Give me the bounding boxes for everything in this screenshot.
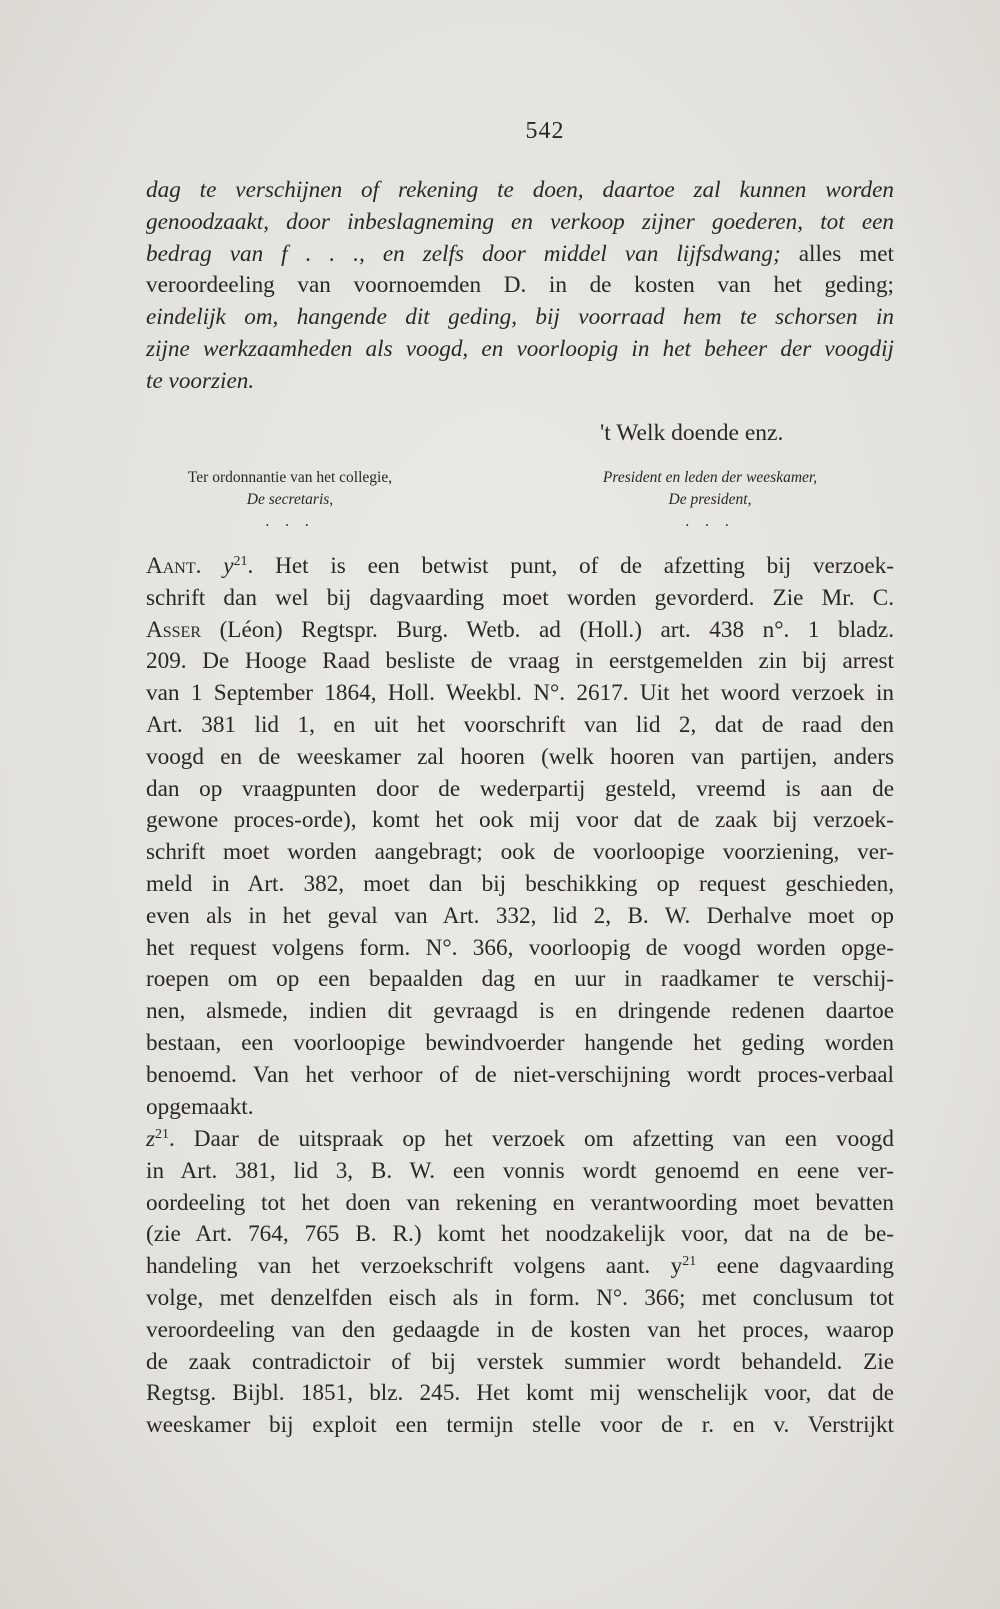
text-run: . Het is een betwist punt, of de afzetting bij verzoek-: [247, 553, 895, 579]
author-name: Asser: [146, 616, 201, 643]
text-line: te voorzien.: [146, 367, 255, 394]
text-line: benoemd. Van het verhoor of de niet-verschijning wordt proces-verbaal: [146, 1061, 894, 1088]
text-line: volge, met denzelfden eisch als in form. N°. 366; met conclusum tot: [146, 1284, 894, 1311]
signature-right-line1: President en leden der weeskamer,: [602, 469, 818, 486]
note-marker-sup: 21: [233, 554, 248, 569]
annotation-paragraph: [146, 551, 894, 1123]
text-line: schrift dan wel bij dagvaarding moet worden gevorderd. Zie Mr. C.: [146, 584, 894, 611]
note-marker-sup: 21: [155, 1127, 170, 1142]
text-line: [146, 1124, 894, 1156]
page-number: 542: [525, 118, 565, 144]
text-line: zijne werkzaamheden als voogd, en voorloopig in het beheer der voogdij: [146, 335, 894, 362]
text-line: schrift moet worden aangebragt; ook de voorloopige voorziening, ver-: [146, 839, 894, 866]
aant-label: Aant.: [146, 553, 202, 579]
text-line: van 1 September 1864, Holl. Weekbl. N°. 2617. Uit het woord verzoek in: [146, 680, 894, 707]
text-line: [146, 1251, 894, 1283]
text-run: . Daar de uitspraak op het verzoek om afzetting van een voogd: [169, 1126, 894, 1152]
signature-block-right: [565, 467, 855, 533]
text-line: oordeeling tot het doen van rekening en verantwoording moet bevatten: [146, 1189, 894, 1216]
note-marker: y: [223, 553, 234, 579]
signature-left-dots: . . .: [265, 513, 315, 530]
text-line: in Art. 381, lid 3, B. W. een vonnis wordt genoemd en eene ver-: [146, 1157, 894, 1184]
text-line: (zie Art. 764, 765 B. R.) komt het noodzakelijk voor, dat na de be-: [146, 1221, 894, 1248]
text-line: veroordeeling van voornoemden D. in de kosten van het geding;: [146, 272, 894, 299]
text-line: [146, 551, 894, 583]
text-line: Regtsg. Bijbl. 1851, blz. 245. Het komt mij wenschelijk voor, dat de: [146, 1380, 894, 1407]
text-line: genoodzaakt, door inbeslagneming en verkoop zijner goederen, tot een: [146, 208, 894, 235]
text-line: veroordeeling van den gedaagde in de kosten van het proces, waarop: [146, 1316, 894, 1343]
annotation-paragraph-z: [146, 1124, 894, 1442]
text-line: gewone proces-orde), komt het ook mij voor dat de zaak bij verzoek-: [146, 807, 894, 834]
text-run: handeling van het verzoekschrift volgens aant. y: [146, 1253, 683, 1280]
text-line: [146, 615, 894, 647]
text-run: (Léon) Regtspr. Burg. Wetb. ad (Holl.) art. 438 n°. 1 bladz.: [219, 616, 895, 643]
text-line: nen, alsmede, indien dit gevraagd is en dringende redenen daartoe: [146, 998, 894, 1025]
text-line: weeskamer bij exploit een termijn stelle voor de r. en v. Verstrijkt: [146, 1412, 894, 1439]
text-line: voogd en de weeskamer zal hooren (welk hooren van partijen, anders: [146, 743, 894, 770]
text-line: roepen om op een bepaalden dag en uur in raadkamer te verschij-: [146, 966, 894, 993]
text-line-italic-part: bedrag van f . . ., en zelfs door middel van lijfsdwang;: [146, 240, 781, 267]
signature-left-line1: Ter ordonnantie van het collegie,: [187, 469, 393, 486]
text-line: Art. 381 lid 1, en uit het voorschrift van lid 2, dat de raad den: [146, 711, 894, 738]
text-line: opgemaakt.: [146, 1093, 254, 1120]
form-text-paragraph: [146, 175, 894, 398]
closing-formula: 't Welk doende enz.: [600, 420, 784, 446]
text-line: dag te verschijnen of rekening te doen, daartoe zal kunnen worden: [146, 177, 894, 203]
text-line: dan op vraagpunten door de wederpartij gesteld, vreemd is aan de: [146, 775, 894, 802]
text-line: even als in het geval van Art. 332, lid 2, B. W. Derhalve moet op: [146, 902, 894, 929]
text-run: eene dagvaarding: [716, 1253, 894, 1280]
signature-block-left: [150, 467, 430, 533]
text-line: 209. De Hooge Raad besliste de vraag in eerstgemelden zin bij arrest: [146, 648, 894, 675]
text-line-roman-part: alles met: [798, 240, 895, 267]
text-line: meld in Art. 382, moet dan bij beschikking op request geschieden,: [146, 870, 894, 897]
text-line: de zaak contradictoir of bij verstek summier wordt behandeld. Zie: [146, 1348, 894, 1375]
text-line: eindelijk om, hangende dit geding, bij voorraad hem te schorsen in: [146, 304, 894, 331]
note-marker: z: [146, 1126, 156, 1152]
text-line: bestaan, een voorloopige bewindvoerder hangende het geding worden: [146, 1029, 894, 1056]
signature-left-line2: De secretaris,: [246, 491, 334, 508]
note-ref-sup: 21: [682, 1254, 697, 1270]
signature-right-dots: . . .: [685, 513, 735, 530]
signature-right-line2: De president,: [668, 491, 752, 508]
text-line: [146, 239, 894, 271]
text-line: het request volgens form. N°. 366, voorloopig de voogd worden opge-: [146, 934, 894, 961]
